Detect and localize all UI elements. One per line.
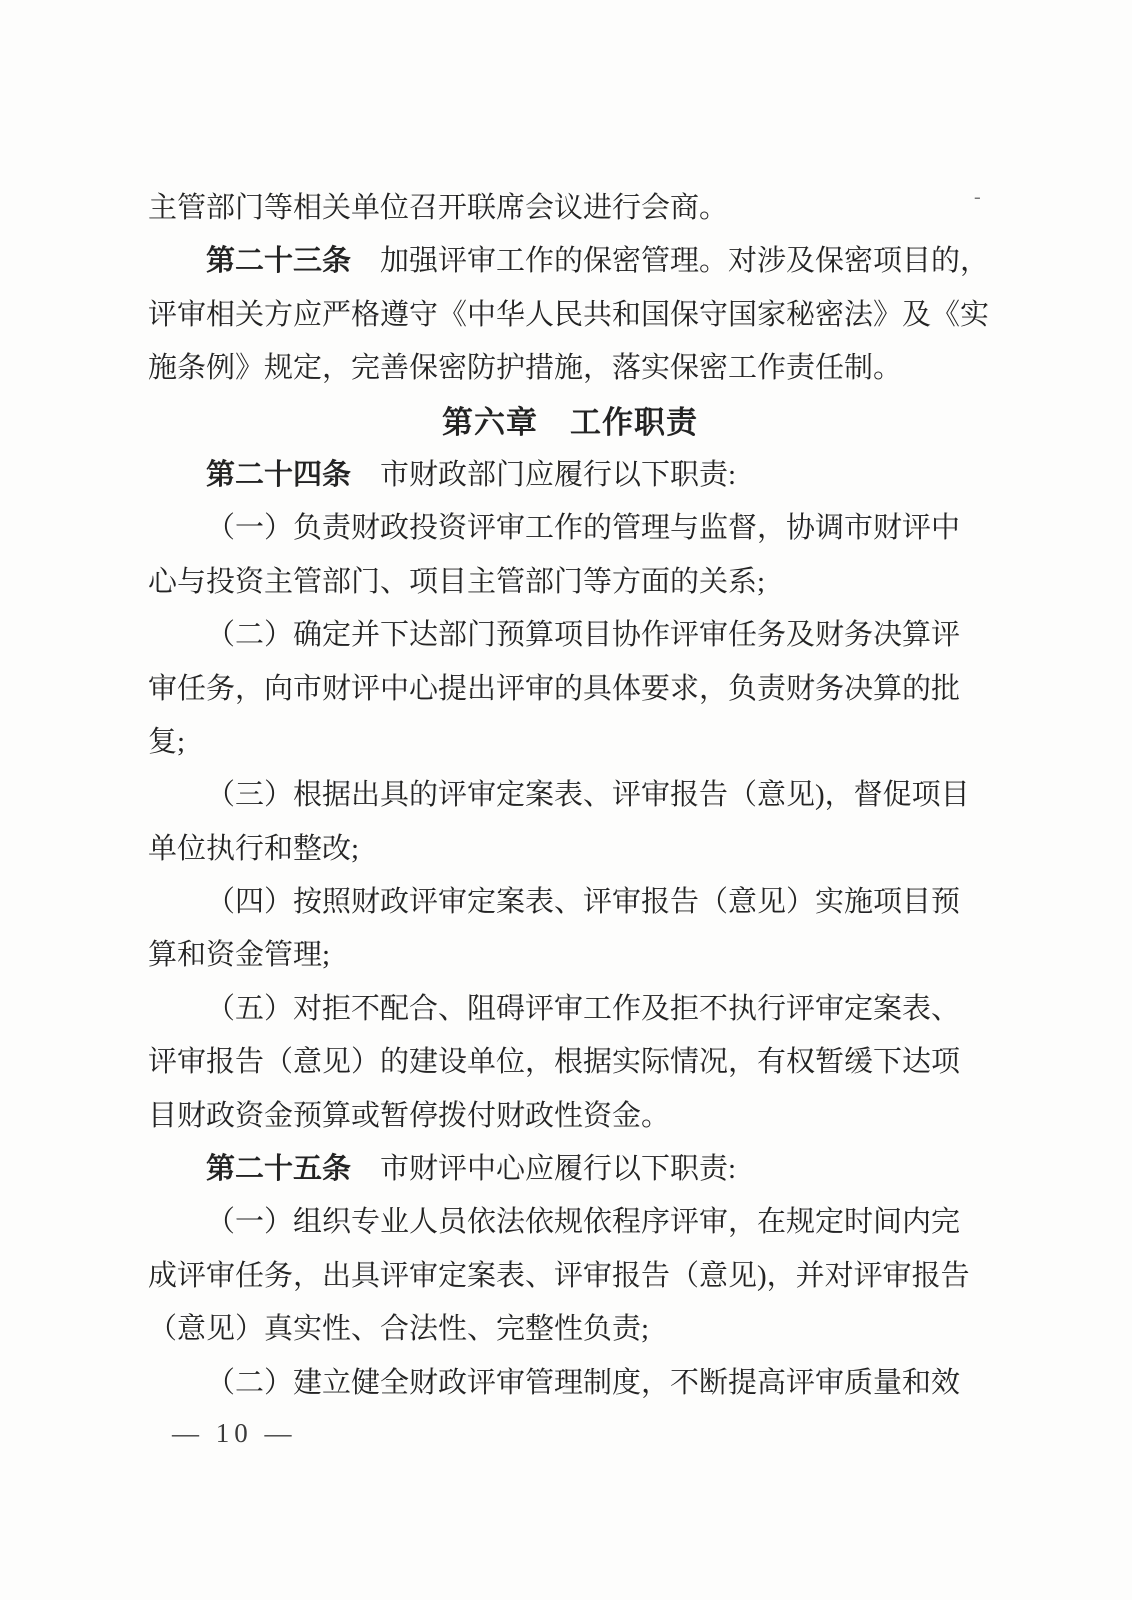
text-segment: 单位执行和整改; [148,832,360,865]
text-segment: （一）组织专业人员依法依规依程序评审，在规定时间内完 [206,1206,961,1239]
text-line [148,1357,992,1410]
text-segment: （一）负责财政投资评审工作的管理与监督，协调市财评中 [206,512,961,545]
text-line [148,1196,992,1249]
article-number-label: 第二十三条 [206,245,352,278]
text-segment: （意见）真实性、合法性、完整性负责; [148,1313,650,1346]
text-line [148,716,992,769]
text-segment: 评审报告（意见）的建设单位，根据实际情况，有权暂缓下达项 [148,1046,961,1079]
text-segment: 市财政部门应履行以下职责: [351,458,737,491]
text-segment: （二）确定并下达部门预算项目协作评审任务及财务决算评 [206,619,961,652]
text-segment: （二）建立健全财政评审管理制度，不断提高评审质量和效 [206,1366,961,1399]
text-segment: 算和资金管理; [148,939,331,972]
article-number-label: 第二十五条 [206,1153,352,1186]
text-segment: 施条例》规定，完善保密防护措施，落实保密工作责任制。 [148,352,903,385]
text-segment: 主管部门等相关单位召开联席会议进行会商。 [148,192,729,224]
text-segment: 心与投资主管部门、项目主管部门等方面的关系; [148,565,766,598]
text-line [148,609,992,662]
text-line [148,663,992,716]
text-segment: （四）按照财政评审定案表、评审报告（意见）实施项目预 [206,886,961,919]
text-line [148,342,992,395]
document-content [148,182,992,1410]
text-line [148,769,992,822]
text-segment: （三）根据出具的评审定案表、评审报告（意见)，督促项目 [206,779,970,812]
text-line [148,1143,992,1196]
text-line [148,449,992,502]
text-segment: 目财政资金预算或暂停拨付财政性资金。 [148,1099,671,1132]
text-line [148,289,992,342]
text-segment: （五）对拒不配合、阻碍评审工作及拒不执行评审定案表、 [206,992,961,1025]
article-number-label: 第六章 工作职责 [442,404,698,440]
text-line [148,182,992,235]
corner-stray-mark: - [974,186,981,208]
text-segment: 成评审任务，出具评审定案表、评审报告（意见)，并对评审报告 [148,1259,970,1292]
text-line [148,235,992,288]
text-line [148,1036,992,1089]
text-segment: 加强评审工作的保密管理。对涉及保密项目的， [351,245,990,278]
text-line [148,502,992,555]
article-number-label: 第二十四条 [206,458,352,491]
text-line [148,823,992,876]
text-segment: 审任务，向市财评中心提出评审的具体要求，负责财务决算的批 [148,672,961,705]
text-line [148,929,992,982]
text-line [148,1303,992,1356]
text-line [148,876,992,929]
text-line [148,1090,992,1143]
text-line [148,983,992,1036]
chapter-heading [148,396,992,449]
text-line [148,556,992,609]
text-line [148,1250,992,1303]
page-number: — 10 — [172,1418,297,1448]
text-segment: 评审相关方应严格遵守《中华人民共和国保守国家秘密法》及《实 [148,298,990,331]
text-segment: 市财评中心应履行以下职责: [351,1153,737,1186]
text-segment: 复; [148,725,186,758]
